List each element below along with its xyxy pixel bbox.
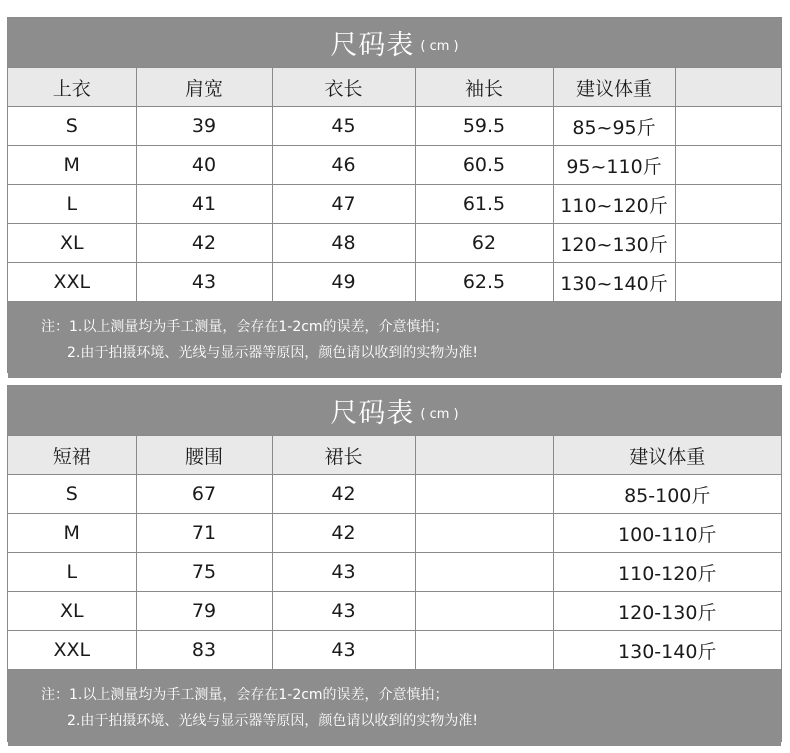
size-cell: XXL <box>8 631 136 670</box>
value-cell: 39 <box>136 107 272 146</box>
value-cell <box>675 263 781 302</box>
value-cell: 95~110斤 <box>553 146 675 185</box>
value-cell: 120~130斤 <box>553 224 675 263</box>
value-cell: 59.5 <box>415 107 553 146</box>
table-row <box>8 592 781 631</box>
value-cell: 75 <box>136 553 272 592</box>
bottom-header-cell <box>415 436 553 475</box>
note-line: 2.由于拍摄环境、光线与显示器等原因，颜色请以收到的实物为准! <box>67 713 478 729</box>
value-cell: 110-120斤 <box>553 553 781 592</box>
size-cell: XXL <box>8 263 136 302</box>
value-cell <box>415 553 553 592</box>
value-cell <box>675 107 781 146</box>
top-notes <box>8 302 781 378</box>
note-line: 2.由于拍摄环境、光线与显示器等原因，颜色请以收到的实物为准! <box>67 345 478 361</box>
size-cell: L <box>8 553 136 592</box>
value-cell: 47 <box>272 185 415 224</box>
value-cell <box>415 631 553 670</box>
table-row <box>8 107 781 146</box>
size-cell: M <box>8 146 136 185</box>
value-cell <box>675 224 781 263</box>
value-cell <box>415 592 553 631</box>
bottom-title-bar <box>8 386 781 435</box>
value-cell <box>675 185 781 224</box>
value-cell: 40 <box>136 146 272 185</box>
value-cell: 130-140斤 <box>553 631 781 670</box>
top-header-cell: 袖长 <box>415 68 553 107</box>
value-cell: 43 <box>136 263 272 302</box>
bottom-title-unit: ( cm ) <box>420 407 459 422</box>
value-cell: 67 <box>136 475 272 514</box>
table-row <box>8 185 781 224</box>
value-cell <box>415 475 553 514</box>
top-size-chart <box>7 17 782 373</box>
value-cell <box>415 514 553 553</box>
top-header-cell: 建议体重 <box>553 68 675 107</box>
value-cell: 43 <box>272 592 415 631</box>
value-cell: 43 <box>272 631 415 670</box>
table-row <box>8 475 781 514</box>
table-row <box>8 263 781 302</box>
value-cell: 71 <box>136 514 272 553</box>
value-cell: 49 <box>272 263 415 302</box>
value-cell: 46 <box>272 146 415 185</box>
table-row <box>8 224 781 263</box>
size-cell: S <box>8 107 136 146</box>
top-header-cell: 肩宽 <box>136 68 272 107</box>
value-cell: 85~95斤 <box>553 107 675 146</box>
top-title-unit: ( cm ) <box>420 39 459 54</box>
table-row <box>8 146 781 185</box>
value-cell: 100-110斤 <box>553 514 781 553</box>
value-cell: 62.5 <box>415 263 553 302</box>
bottom-header-cell: 裙长 <box>272 436 415 475</box>
note-line: 注：1.以上测量均为手工测量，会存在1-2cm的误差，介意慎拍； <box>41 687 449 703</box>
value-cell: 48 <box>272 224 415 263</box>
bottom-header-row <box>8 436 781 475</box>
top-header-row <box>8 68 781 107</box>
top-header-cell <box>675 68 781 107</box>
value-cell: 62 <box>415 224 553 263</box>
bottom-header-cell: 腰围 <box>136 436 272 475</box>
value-cell: 85-100斤 <box>553 475 781 514</box>
bottom-title: 尺码表 <box>330 398 415 429</box>
table-row <box>8 553 781 592</box>
size-cell: L <box>8 185 136 224</box>
value-cell: 43 <box>272 553 415 592</box>
value-cell: 79 <box>136 592 272 631</box>
value-cell: 130~140斤 <box>553 263 675 302</box>
value-cell: 41 <box>136 185 272 224</box>
bottom-header-cell: 短裙 <box>8 436 136 475</box>
bottom-header-cell: 建议体重 <box>553 436 781 475</box>
top-title: 尺码表 <box>330 30 415 61</box>
bottom-size-table <box>8 435 781 670</box>
value-cell: 61.5 <box>415 185 553 224</box>
value-cell: 42 <box>272 475 415 514</box>
bottom-notes <box>8 670 781 746</box>
value-cell: 42 <box>272 514 415 553</box>
value-cell: 45 <box>272 107 415 146</box>
value-cell: 60.5 <box>415 146 553 185</box>
size-cell: M <box>8 514 136 553</box>
value-cell <box>675 146 781 185</box>
top-header-cell: 上衣 <box>8 68 136 107</box>
table-row <box>8 514 781 553</box>
value-cell: 110~120斤 <box>553 185 675 224</box>
top-size-table <box>8 67 781 302</box>
top-header-cell: 衣长 <box>272 68 415 107</box>
note-line: 注：1.以上测量均为手工测量，会存在1-2cm的误差，介意慎拍； <box>41 319 449 335</box>
table-row <box>8 631 781 670</box>
top-title-bar <box>8 18 781 67</box>
size-cell: XL <box>8 224 136 263</box>
size-cell: S <box>8 475 136 514</box>
bottom-size-chart <box>7 385 782 742</box>
size-cell: XL <box>8 592 136 631</box>
value-cell: 42 <box>136 224 272 263</box>
value-cell: 83 <box>136 631 272 670</box>
value-cell: 120-130斤 <box>553 592 781 631</box>
